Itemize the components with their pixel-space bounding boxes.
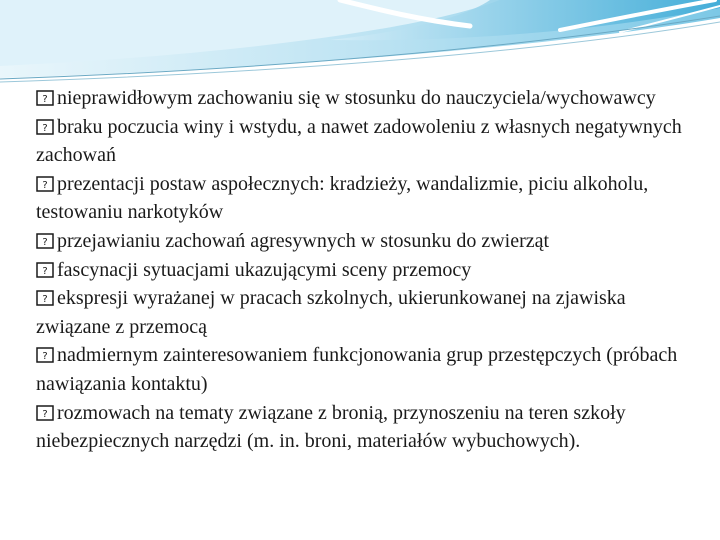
- list-item-text: przejawianiu zachowań agresywnych w stosunku do zwierząt: [57, 229, 550, 252]
- list-item: [36, 284, 686, 341]
- list-item-text: fascynacji sytuacjami ukazującymi sceny przemocy: [57, 258, 472, 281]
- svg-text:?: ?: [42, 94, 48, 105]
- list-item: [36, 341, 686, 398]
- list-item-text: nieprawidłowym zachowaniu się w stosunku do nauczyciela/wychowawcy: [57, 87, 656, 109]
- svg-text:?: ?: [42, 294, 48, 306]
- list-item-text: prezentacji postaw aspołecznych: kradzieży, wandalizmie, piciu alkoholu, testowaniu narkotyków: [36, 172, 649, 224]
- list-item: [36, 399, 686, 456]
- list-item-text: braku poczucia winy i wstydu, a nawet zadowoleniu z własnych negatywnych zachowań: [36, 115, 682, 167]
- list-item: [36, 227, 686, 256]
- list-item: [36, 170, 686, 227]
- missing-glyph-box-icon: [36, 119, 54, 135]
- svg-text:?: ?: [42, 265, 48, 277]
- list-item-text: nadmiernym zainteresowaniem funkcjonowania grup przestępczych (próbach nawiązania kontaktu): [36, 344, 678, 395]
- list-item: [36, 256, 686, 285]
- svg-text:?: ?: [42, 122, 48, 134]
- svg-text:?: ?: [42, 179, 48, 191]
- list-item-text: ekspresji wyrażanej w pracach szkolnych, ukierunkowanej na zjawiska związane z przemocą: [36, 287, 626, 338]
- svg-text:?: ?: [42, 408, 48, 420]
- missing-glyph-box-icon: [36, 405, 54, 421]
- list-item: [36, 113, 686, 170]
- missing-glyph-box-icon: [36, 262, 54, 278]
- svg-text:?: ?: [42, 351, 48, 363]
- missing-glyph-box-icon: [36, 233, 54, 249]
- list-item: [36, 84, 686, 113]
- missing-glyph-box-icon: [36, 290, 54, 306]
- list-item-text: rozmowach na tematy związane z bronią, przynoszeniu na teren szkoły niebezpiecznych narzędzi (m. in. broni, materiałów wybuchowych).: [36, 401, 626, 453]
- missing-glyph-box-icon: [36, 347, 54, 363]
- bullet-list: [36, 84, 686, 456]
- missing-glyph-box-icon: [36, 176, 54, 192]
- svg-text:?: ?: [42, 236, 48, 248]
- missing-glyph-box-icon: [36, 90, 54, 106]
